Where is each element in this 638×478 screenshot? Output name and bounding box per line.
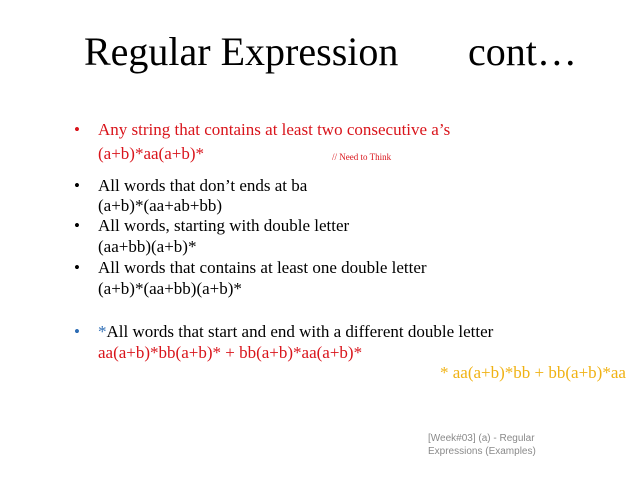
item-5-alt-expr: * aa(a+b)*bb + bb(a+b)*aa <box>440 363 626 382</box>
bullet-2: • <box>74 176 80 195</box>
bullet-4: • <box>74 258 80 277</box>
bullet-3: • <box>74 216 80 235</box>
item-2-expr: (a+b)*(aa+ab+bb) <box>98 196 223 215</box>
item-1-expr: (a+b)*aa(a+b)* <box>98 144 205 163</box>
footer-line-1: [Week#03] (a) - Regular <box>428 433 535 444</box>
bullet-1: • <box>74 120 80 139</box>
item-5-star: * <box>98 322 107 341</box>
title-main: Regular Expression <box>84 29 399 74</box>
footer-line-2: Expressions (Examples) <box>428 446 536 457</box>
item-1-text: Any string that contains at least two consecutive a’s <box>98 120 451 139</box>
item-5-expr: aa(a+b)*bb(a+b)* + bb(a+b)*aa(a+b)* <box>98 343 363 362</box>
title-continued: cont… <box>468 29 577 74</box>
item-2-text: All words that don’t ends at ba <box>98 176 308 195</box>
item-5-text: All words that start and end with a different double letter <box>106 322 494 341</box>
slide-footer <box>428 432 568 458</box>
item-4-expr: (a+b)*(aa+bb)(a+b)* <box>98 279 242 298</box>
item-4-text: All words that contains at least one double letter <box>98 258 427 277</box>
item-3-text: All words, starting with double letter <box>98 216 350 235</box>
item-1-note: // Need to Think <box>332 152 392 162</box>
item-3-expr: (aa+bb)(a+b)* <box>98 237 197 256</box>
item-5-line <box>98 322 493 342</box>
bullet-5: • <box>74 322 80 341</box>
